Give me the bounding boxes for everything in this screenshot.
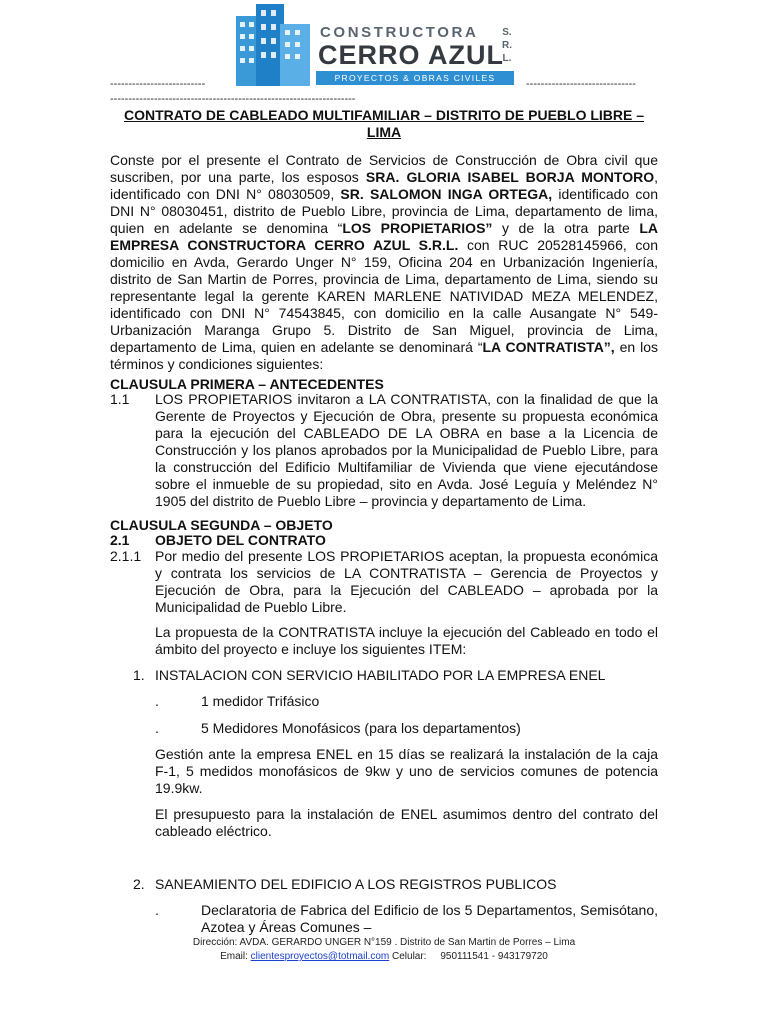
footer-email-label: Email:	[220, 951, 251, 962]
intro-text-2: , identificado con DNI N° 08030509,	[110, 169, 659, 202]
logo-tagline: PROYECTOS & OBRAS CIVILES	[316, 71, 514, 85]
item-1-number: 1.	[133, 667, 145, 683]
logo-line-constructora: CONSTRUCTORA	[320, 24, 479, 41]
clause-2-1-1-number: 2.1.1	[110, 548, 142, 564]
owners-label: LOS PROPIETARIOS”	[342, 220, 493, 236]
clause-2-1-1-text: Por medio del presente LOS PROPIETARIOS aceptan, la propuesta económica y contrata los servicios de LA CONTRATISTA – Gerencia de Proyectos y Ejecución de Obra, para la Ejecución del CABLEADO – aprobada por la Municipalidad de Pueblo Libre.	[155, 548, 658, 615]
logo-srl-l: L.	[502, 53, 512, 64]
item-1-bullet-1: 1 medidor Trifásico	[201, 693, 320, 709]
footer-phone-label: Celular:	[389, 951, 441, 962]
owner-name-1: SRA. GLORIA ISABEL BORJA MONTORO	[365, 169, 655, 185]
budget-paragraph: El presupuesto para la instalación de ENEL asumimos dentro del contrato del cableado eléctrico.	[155, 806, 658, 839]
item-2-bullet-1: Declaratoria de Fabrica del Edificio de los 5 Departamentos, Semisótano, Azotea y Áreas Comunes –	[201, 902, 658, 935]
dash-line-left: --------------------------	[110, 78, 206, 90]
item-2-bullet-1-marker: .	[155, 902, 159, 918]
logo-srl-r: R.	[502, 40, 512, 51]
clause-2-heading: CLAUSULA SEGUNDA – OBJETO	[110, 517, 333, 533]
footer-contact	[0, 951, 768, 962]
intro-text-3: identificado con DNI N° 08030451, distrito de Pueblo Libre, provincia de Lima, departamento de lima, quien en adelante se denomina “	[110, 186, 658, 236]
clause-1-1-text: LOS PROPIETARIOS invitaron a LA CONTRATISTA, con la finalidad de que la Gerente de Proyectos y Ejecución de Obra, presente su propuesta económica para la ejecución del CABLEADO DE LA OBRA en base a la Licencia de Construcción y los planos aprobados por la Municipalidad de Pueblo Libre, para la construcción del Edificio Multifamiliar de Vivienda que viene ejecutándose sobre el inmueble de su propiedad, sito en Avda. José Leguía y Meléndez N° 1905 del distrito de Pueblo Libre – provincia y departamento de Lima.	[155, 391, 658, 509]
enel-paragraph: Gestión ante la empresa ENEL en 15 días se realizará la instalación de la caja F-1, 5 medidos monofásicos de 9kw y uno de servicios comunes de potencia 19.9kw.	[155, 746, 658, 796]
clause-1-heading: CLAUSULA PRIMERA – ANTECEDENTES	[110, 376, 384, 392]
clause-2-1-number: 2.1	[110, 532, 130, 548]
item-2-number: 2.	[133, 876, 145, 892]
footer-email-link[interactable]: clientesproyectos@totmail.com	[250, 951, 390, 962]
contract-title: CONTRATO DE CABLEADO MULTIFAMILIAR – DISTRITO DE PUEBLO LIBRE – LIMA	[123, 107, 645, 140]
owner-name-2: SR. SALOMON INGA ORTEGA,	[340, 186, 553, 202]
clause-2-1-heading: OBJETO DEL CONTRATO	[155, 532, 326, 548]
item-1-bullet-1-marker: .	[155, 693, 159, 709]
footer-address: Dirección: AVDA. GERARDO UNGER N°159 . Distrito de San Martin de Porres – Lima	[192, 937, 576, 948]
company-name: LA EMPRESA CONSTRUCTORA CERRO AZUL S.R.L.	[110, 220, 658, 253]
dash-line-second: -------------------------------------------------------------------	[110, 93, 356, 105]
item-1-bullet-2-marker: .	[155, 720, 159, 736]
item-1-bullet-2: 5 Medidores Monofásicos (para los departamentos)	[201, 720, 521, 736]
dash-line-right: ------------------------------	[526, 78, 636, 90]
intro-paragraph	[110, 152, 658, 373]
proposal-paragraph: La propuesta de la CONTRATISTA incluye la ejecución del Cableado en todo el ámbito del proyecto e incluye los siguientes ITEM:	[155, 624, 658, 657]
contractor-label: LA CONTRATISTA”,	[482, 339, 615, 355]
clause-1-1-number: 1.1	[110, 391, 130, 407]
footer-phones: 950111541 - 943179720	[440, 951, 548, 962]
intro-text-5: con RUC 20528145966, con domicilio en Avda, Gerardo Unger N° 159, Oficina 204 en Urbanización Ingeniería, distrito de San Martin de Porres, provincia de Lima, departamento de Lima, siendo su representante legal la gerente KAREN MARLENE NATIVIDAD MEZA MELENDEZ, identificado con DNI N° 74543845, con domicilio en la calle Ausangate N° 549-Urbanización Maranga Grupo 5. Distrito de San Miguel, provincia de Lima, departamento de Lima, quien en adelante se denominará “	[110, 237, 658, 355]
company-logo	[234, 2, 524, 88]
intro-text-6: en los términos y condiciones siguientes:	[110, 339, 659, 372]
intro-text-1: Conste por el presente el Contrato de Servicios de Construcción de Obra civil que suscriben, por una parte, los esposos	[110, 152, 658, 185]
item-2-title: SANEAMIENTO DEL EDIFICIO A LOS REGISTROS PUBLICOS	[155, 876, 557, 892]
intro-text-4: y de la otra parte	[492, 220, 640, 236]
building-logo-icon	[234, 2, 318, 88]
logo-srl-s: S.	[502, 27, 512, 38]
logo-line-cerro-azul: CERRO AZUL	[318, 40, 504, 70]
item-1-title: INSTALACION CON SERVICIO HABILITADO POR LA EMPRESA ENEL	[155, 667, 606, 683]
